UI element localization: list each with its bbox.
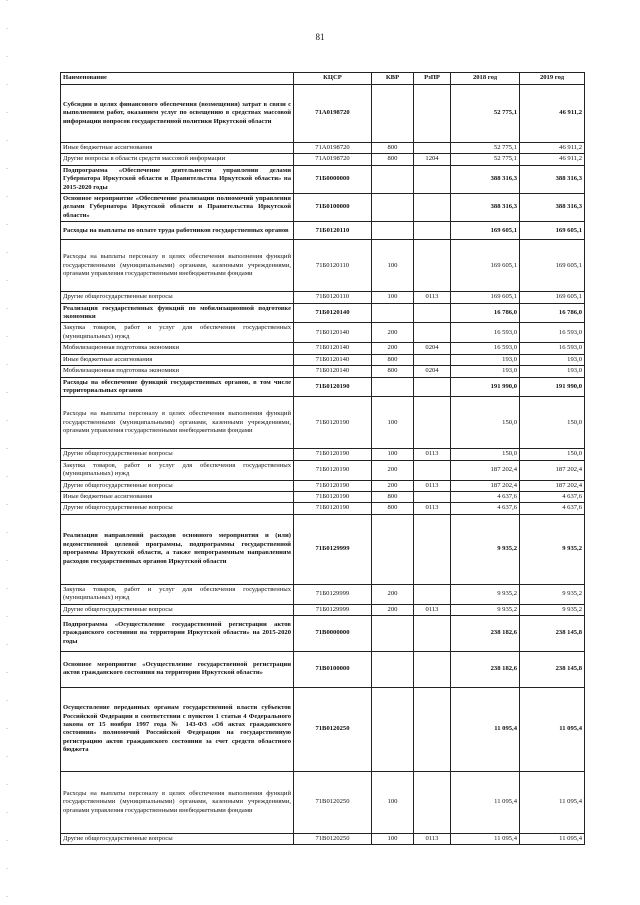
row-rzpr [414,397,451,449]
table-row [61,366,585,377]
row-2018: 150,0 [451,449,520,460]
row-kcsr: 71Б0129999 [294,604,372,615]
row-kvr [372,377,414,397]
row-kcsr: 71А0198720 [294,154,372,165]
table-row [61,143,585,154]
row-kvr: 100 [372,771,414,833]
row-kvr [372,687,414,771]
table-header-row [61,73,585,85]
row-kvr: 200 [372,460,414,480]
row-kvr [372,303,414,323]
row-rzpr [414,584,451,604]
row-2018: 388 316,3 [451,194,520,222]
row-rzpr [414,143,451,154]
row-kcsr: 71Б0120190 [294,503,372,514]
table-row [61,833,585,844]
row-2018: 191 990,0 [451,377,520,397]
row-name: Другие общегосударственные вопросы [61,480,294,491]
row-name: Иные бюджетные ассигнования [61,354,294,365]
row-kcsr: 71Б0120190 [294,449,372,460]
row-2018: 16 593,0 [451,343,520,354]
page-number: 81 [315,32,325,42]
scan-edge-marks [6,0,8,905]
row-2019: 388 316,3 [520,165,585,193]
row-kvr: 200 [372,480,414,491]
row-2018: 238 182,6 [451,615,520,651]
row-kcsr: 71Б0120140 [294,323,372,343]
row-2018: 52 775,1 [451,154,520,165]
row-rzpr: 0204 [414,343,451,354]
row-kvr [372,651,414,687]
row-2019: 4 637,6 [520,503,585,514]
row-kcsr: 71В0120250 [294,687,372,771]
row-2019: 193,0 [520,366,585,377]
row-kvr: 100 [372,292,414,303]
row-rzpr: 0113 [414,292,451,303]
row-rzpr: 0113 [414,503,451,514]
row-kcsr: 71В0120250 [294,833,372,844]
table-row [61,303,585,323]
table-row [61,154,585,165]
row-2019: 193,0 [520,354,585,365]
row-2018: 9 935,2 [451,584,520,604]
row-name: Мобилизационная подготовка экономики [61,343,294,354]
header-kcsr: КЦСР [294,73,372,85]
row-kcsr: 71Б0120190 [294,491,372,502]
row-2019: 187 202,4 [520,460,585,480]
header-2018: 2018 год [451,73,520,85]
row-rzpr [414,222,451,240]
row-name: Мобилизационная подготовка экономики [61,366,294,377]
row-rzpr: 0113 [414,604,451,615]
table-row [61,292,585,303]
row-kvr: 800 [372,354,414,365]
row-kcsr: 71В0100000 [294,651,372,687]
row-kcsr: 71Б0100000 [294,194,372,222]
row-2019: 9 935,2 [520,514,585,584]
row-name: Реализация государственных функций по мобилизационной подготовке экономики [61,303,294,323]
row-kcsr: 71Б0120110 [294,240,372,292]
row-2018: 52 775,1 [451,85,520,143]
row-2019: 238 145,8 [520,651,585,687]
row-2019: 16 593,0 [520,323,585,343]
row-name: Основное мероприятие «Осуществление государственной регистрации актов гражданского состояния на территории Иркутской области» [61,651,294,687]
row-2018: 388 316,3 [451,165,520,193]
table-row [61,460,585,480]
row-2018: 16 786,0 [451,303,520,323]
table-row [61,615,585,651]
row-2019: 16 786,0 [520,303,585,323]
row-name: Основное мероприятие «Обеспечение реализации полномочий управления делами Губернатора Иркутской области и Правительства Иркутской области» [61,194,294,222]
row-2018: 4 637,6 [451,503,520,514]
row-name: Осуществление переданных органам государственной власти субъектов Российской Федерации в соответствии с пунктом 1 статьи 4 Федерального закона от 15 ноября 1997 года № 143-ФЗ «Об актах гражданского состояния» полномочий Российской Федерации на государственную регистрацию актов гражданского состояния за счет средств областного бюджета [61,687,294,771]
row-2019: 9 935,2 [520,584,585,604]
row-rzpr: 1204 [414,154,451,165]
row-kcsr: 71Б0120190 [294,480,372,491]
row-rzpr [414,354,451,365]
row-kcsr: 71Б0120140 [294,366,372,377]
budget-table [60,72,585,845]
row-kcsr: 71Б0120140 [294,343,372,354]
row-kvr: 800 [372,366,414,377]
row-2018: 187 202,4 [451,480,520,491]
row-rzpr [414,651,451,687]
row-kcsr: 71Б0120190 [294,377,372,397]
row-name: Расходы на выплаты персоналу в целях обеспечения выполнения функций государственными (муниципальными) органами, казенными учреждениями, органами управления государственными внебюджетными фондами [61,771,294,833]
row-kvr: 800 [372,491,414,502]
row-name: Закупка товаров, работ и услуг для обеспечения государственных (муниципальных) нужд [61,584,294,604]
row-2019: 150,0 [520,449,585,460]
row-kvr [372,514,414,584]
row-2018: 193,0 [451,366,520,377]
table-row [61,514,585,584]
table-row [61,354,585,365]
row-kvr: 800 [372,143,414,154]
table-row [61,343,585,354]
row-2019: 238 145,8 [520,615,585,651]
row-rzpr [414,303,451,323]
table-row [61,240,585,292]
row-name: Расходы на выплаты персоналу в целях обеспечения выполнения функций государственными (муниципальными) органами, казенными учреждениями, органами управления государственными внебюджетными фондами [61,397,294,449]
row-name: Расходы на обеспечение функций государственных органов, в том числе территориальных органов [61,377,294,397]
table-row [61,85,585,143]
table-body [61,85,585,845]
row-kcsr: 71В0120250 [294,771,372,833]
row-kcsr: 71А0198720 [294,85,372,143]
row-2019: 191 990,0 [520,377,585,397]
row-name: Другие общегосударственные вопросы [61,449,294,460]
row-2018: 238 182,6 [451,651,520,687]
row-kvr [372,194,414,222]
row-rzpr: 0204 [414,366,451,377]
row-name: Закупка товаров, работ и услуг для обеспечения государственных (муниципальных) нужд [61,323,294,343]
row-2018: 9 935,2 [451,514,520,584]
row-2018: 9 935,2 [451,604,520,615]
row-rzpr [414,687,451,771]
row-2019: 169 605,1 [520,222,585,240]
row-kcsr: 71В0000000 [294,615,372,651]
row-2018: 11 095,4 [451,687,520,771]
row-name: Подпрограмма «Осуществление государственной регистрации актов гражданского состояния на территории Иркутской области» на 2015-2020 годы [61,615,294,651]
row-kcsr: 71Б0120190 [294,397,372,449]
row-2019: 4 637,6 [520,491,585,502]
row-rzpr: 0113 [414,480,451,491]
row-rzpr: 0113 [414,833,451,844]
row-rzpr: 0113 [414,449,451,460]
row-2019: 11 095,4 [520,687,585,771]
table-row [61,323,585,343]
row-kcsr: 71Б0129999 [294,514,372,584]
row-rzpr [414,771,451,833]
row-kvr: 200 [372,584,414,604]
row-kvr [372,222,414,240]
row-name: Другие общегосударственные вопросы [61,503,294,514]
table-row [61,491,585,502]
row-2019: 388 316,3 [520,194,585,222]
row-name: Подпрограмма «Обеспечение деятельности управления делами Губернатора Иркутской области и Правительства Иркутской области» на 2015-2020 годы [61,165,294,193]
row-kcsr: 71А0198720 [294,143,372,154]
row-kcsr: 71Б0000000 [294,165,372,193]
row-kcsr: 71Б0120110 [294,292,372,303]
table-row [61,651,585,687]
row-kvr: 100 [372,833,414,844]
row-kvr: 200 [372,604,414,615]
row-name: Иные бюджетные ассигнования [61,143,294,154]
row-kvr: 100 [372,240,414,292]
row-2019: 11 095,4 [520,771,585,833]
table-row [61,194,585,222]
table-row [61,503,585,514]
header-name: Наименование [61,73,294,85]
row-name: Реализация направлений расходов основного мероприятия и (или) ведомственной целевой программы, подпрограммы государственной программы Иркутской области, а также непрограммным направлениям расходов государственных органов Иркутской области [61,514,294,584]
table-row [61,687,585,771]
row-rzpr [414,615,451,651]
row-kvr: 100 [372,449,414,460]
row-rzpr [414,165,451,193]
row-2018: 169 605,1 [451,222,520,240]
row-2019: 16 593,0 [520,343,585,354]
row-2018: 11 095,4 [451,771,520,833]
row-2018: 187 202,4 [451,460,520,480]
row-kvr: 100 [372,397,414,449]
table-row [61,584,585,604]
table-row [61,377,585,397]
table-row [61,604,585,615]
row-rzpr [414,323,451,343]
row-kcsr: 71Б0120140 [294,354,372,365]
row-name: Закупка товаров, работ и услуг для обеспечения государственных (муниципальных) нужд [61,460,294,480]
row-rzpr [414,85,451,143]
row-name: Расходы на выплаты персоналу в целях обеспечения выполнения функций государственными (муниципальными) органами, казенными учреждениями, органами управления государственными внебюджетными фондами [61,240,294,292]
row-rzpr [414,491,451,502]
row-2018: 169 605,1 [451,292,520,303]
row-kvr: 800 [372,154,414,165]
row-rzpr [414,194,451,222]
row-name: Другие вопросы в области средств массовой информации [61,154,294,165]
row-kvr [372,165,414,193]
row-name: Другие общегосударственные вопросы [61,292,294,303]
row-kvr: 800 [372,503,414,514]
row-rzpr [414,240,451,292]
row-2019: 46 911,2 [520,85,585,143]
row-2018: 169 605,1 [451,240,520,292]
row-rzpr [414,514,451,584]
row-kcsr: 71Б0120140 [294,303,372,323]
row-name: Другие общегосударственные вопросы [61,604,294,615]
row-rzpr [414,377,451,397]
row-2018: 193,0 [451,354,520,365]
row-2019: 11 095,4 [520,833,585,844]
row-2019: 46 911,2 [520,154,585,165]
row-2018: 52 775,1 [451,143,520,154]
row-name: Субсидии в целях финансового обеспечения (возмещения) затрат в связи с выполнением работ, оказанием услуг по освещению в средствах массовой информации вопросов государственной политики Иркутской области [61,85,294,143]
row-kcsr: 71Б0120190 [294,460,372,480]
table-row [61,480,585,491]
row-kcsr: 71Б0129999 [294,584,372,604]
row-2018: 11 095,4 [451,833,520,844]
header-2019: 2019 год [520,73,585,85]
row-2019: 169 605,1 [520,240,585,292]
row-name: Другие общегосударственные вопросы [61,833,294,844]
row-kvr: 200 [372,323,414,343]
row-kvr [372,85,414,143]
row-2018: 16 593,0 [451,323,520,343]
header-rzpr: РзПР [414,73,451,85]
row-kvr: 200 [372,343,414,354]
table-row [61,165,585,193]
row-2019: 46 911,2 [520,143,585,154]
table-row [61,771,585,833]
row-2019: 187 202,4 [520,480,585,491]
row-2019: 150,0 [520,397,585,449]
row-2018: 4 637,6 [451,491,520,502]
table-row [61,222,585,240]
row-kcsr: 71Б0120110 [294,222,372,240]
table-row [61,449,585,460]
table-row [61,397,585,449]
row-name: Расходы на выплаты по оплате труда работников государственных органов [61,222,294,240]
row-2019: 169 605,1 [520,292,585,303]
row-rzpr [414,460,451,480]
header-kvr: КВР [372,73,414,85]
row-2019: 9 935,2 [520,604,585,615]
row-kvr [372,615,414,651]
row-2018: 150,0 [451,397,520,449]
row-name: Иные бюджетные ассигнования [61,491,294,502]
